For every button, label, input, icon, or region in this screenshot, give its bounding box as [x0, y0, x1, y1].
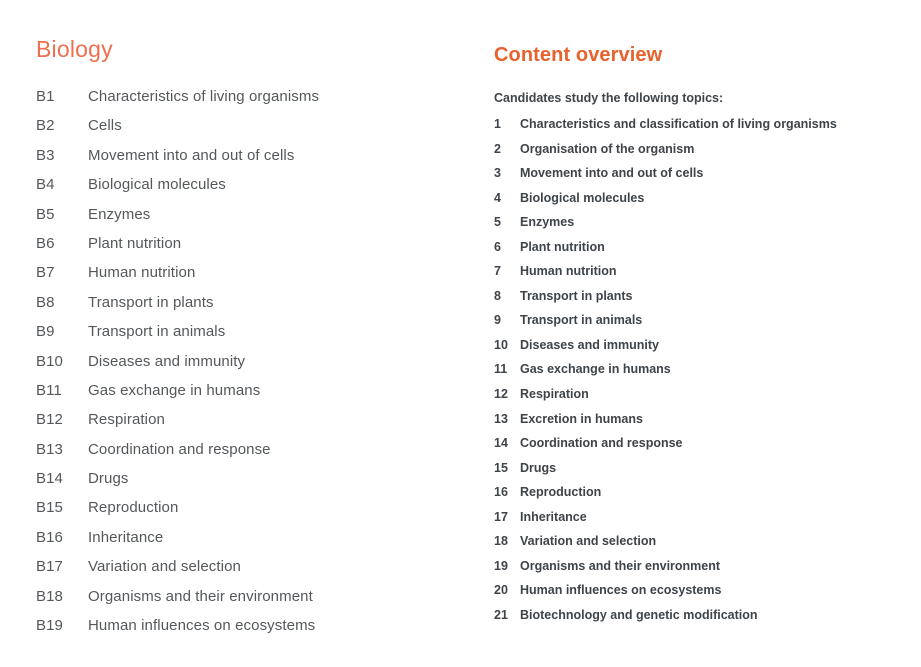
topic-code: B4 [36, 176, 55, 194]
topic-code: B13 [36, 440, 63, 458]
topic-label: Organisms and their environment [88, 587, 313, 605]
biology-topic-row [36, 529, 466, 558]
topic-number: 9 [494, 313, 501, 328]
biology-topic-row [36, 206, 466, 235]
topic-code: B9 [36, 323, 55, 341]
topic-label: Human influences on ecosystems [88, 617, 316, 635]
biology-topic-list [36, 88, 466, 646]
biology-topic-row [36, 441, 466, 470]
biology-topic-row [36, 294, 466, 323]
biology-topic-row [36, 411, 466, 440]
topic-label: Coordination and response [88, 440, 271, 458]
topic-label: Biotechnology and genetic modification [520, 607, 758, 622]
topic-label: Variation and selection [88, 558, 241, 576]
overview-topic-row [494, 142, 894, 167]
overview-topic-row [494, 608, 894, 633]
biology-topic-row [36, 470, 466, 499]
biology-topic-row [36, 588, 466, 617]
topic-code: B19 [36, 617, 63, 635]
biology-topic-row [36, 117, 466, 146]
topic-label: Enzymes [520, 215, 575, 230]
overview-topic-row [494, 289, 894, 314]
biology-section [36, 36, 466, 646]
topic-label: Organisation of the organism [520, 141, 695, 156]
topic-code: B2 [36, 117, 55, 135]
content-overview-topic-list [494, 117, 894, 632]
biology-topic-row [36, 235, 466, 264]
biology-topic-row [36, 323, 466, 352]
biology-topic-row [36, 176, 466, 205]
topic-label: Human influences on ecosystems [520, 583, 722, 598]
topic-label: Transport in animals [88, 323, 226, 341]
topic-label: Diseases and immunity [88, 352, 246, 370]
topic-number: 12 [494, 387, 508, 402]
topic-number: 7 [494, 264, 501, 279]
topic-label: Biological molecules [520, 190, 645, 205]
biology-topic-row [36, 558, 466, 587]
topic-label: Plant nutrition [88, 234, 182, 252]
biology-topic-row [36, 353, 466, 382]
topic-label: Variation and selection [520, 534, 657, 549]
topic-label: Gas exchange in humans [520, 362, 671, 377]
overview-topic-row [494, 387, 894, 412]
topic-code: B14 [36, 470, 63, 488]
overview-topic-row [494, 215, 894, 240]
topic-label: Movement into and out of cells [88, 146, 295, 164]
topic-number: 10 [494, 337, 508, 352]
topic-code: B3 [36, 146, 55, 164]
topic-label: Human nutrition [88, 264, 196, 282]
overview-topic-row [494, 534, 894, 559]
topic-number: 14 [494, 436, 508, 451]
topic-code: B1 [36, 88, 55, 105]
biology-topic-row [36, 499, 466, 528]
overview-topic-row [494, 313, 894, 338]
topic-code: B10 [36, 352, 63, 370]
overview-topic-row [494, 117, 894, 142]
topic-label: Inheritance [520, 509, 587, 524]
topic-number: 3 [494, 166, 501, 181]
overview-topic-row [494, 166, 894, 191]
topic-code: B12 [36, 411, 63, 429]
content-overview-section [494, 44, 894, 632]
overview-topic-row [494, 510, 894, 535]
overview-topic-row [494, 264, 894, 289]
overview-topic-row [494, 412, 894, 437]
topic-label: Reproduction [520, 485, 602, 500]
biology-topic-row [36, 617, 466, 646]
topic-number: 13 [494, 411, 508, 426]
overview-topic-row [494, 240, 894, 265]
topic-number: 15 [494, 460, 508, 475]
topic-number: 17 [494, 509, 508, 524]
topic-code: B15 [36, 499, 63, 517]
topic-label: Transport in animals [520, 313, 643, 328]
topic-label: Characteristics of living organisms [88, 88, 320, 105]
topic-label: Diseases and immunity [520, 337, 659, 352]
topic-label: Enzymes [88, 205, 151, 223]
overview-topic-row [494, 559, 894, 584]
biology-topic-row [36, 382, 466, 411]
topic-label: Biological molecules [88, 176, 226, 194]
overview-topic-row [494, 191, 894, 216]
topic-label: Transport in plants [520, 288, 633, 303]
topic-code: B11 [36, 381, 62, 399]
topic-label: Cells [88, 117, 122, 135]
biology-topic-row [36, 264, 466, 293]
topic-number: 4 [494, 190, 501, 205]
overview-topic-row [494, 461, 894, 486]
topic-label: Reproduction [88, 499, 179, 517]
overview-topic-row [494, 485, 894, 510]
overview-topic-row [494, 436, 894, 461]
topic-number: 1 [494, 117, 501, 131]
topic-code: B6 [36, 234, 55, 252]
topic-label: Excretion in humans [520, 411, 643, 426]
topic-label: Respiration [88, 411, 165, 429]
topic-code: B16 [36, 528, 63, 546]
topic-number: 19 [494, 558, 508, 573]
topic-number: 21 [494, 607, 508, 622]
topic-label: Respiration [520, 387, 589, 402]
topic-label: Drugs [88, 470, 129, 488]
topic-label: Transport in plants [88, 293, 214, 311]
biology-title: Biology [36, 36, 113, 62]
topic-label: Plant nutrition [520, 239, 605, 254]
topic-code: B18 [36, 587, 63, 605]
topic-label: Movement into and out of cells [520, 166, 704, 181]
overview-topic-row [494, 583, 894, 608]
topic-number: 16 [494, 485, 508, 500]
topic-number: 20 [494, 583, 508, 598]
overview-topic-row [494, 338, 894, 363]
topic-label: Coordination and response [520, 436, 683, 451]
biology-topic-row [36, 88, 466, 117]
topic-label: Inheritance [88, 528, 164, 546]
topic-label: Organisms and their environment [520, 558, 721, 573]
topic-label: Gas exchange in humans [88, 381, 261, 399]
topic-label: Human nutrition [520, 264, 617, 279]
content-overview-intro: Candidates study the following topics: [494, 91, 724, 105]
topic-code: B7 [36, 264, 55, 282]
content-overview-title: Content overview [494, 44, 663, 66]
biology-topic-row [36, 147, 466, 176]
topic-number: 6 [494, 239, 501, 254]
topic-number: 2 [494, 141, 501, 156]
topic-code: B8 [36, 293, 55, 311]
topic-number: 18 [494, 534, 508, 549]
topic-label: Drugs [520, 460, 557, 475]
overview-topic-row [494, 362, 894, 387]
topic-number: 11 [494, 362, 508, 377]
topic-number: 5 [494, 215, 501, 230]
topic-number: 8 [494, 288, 501, 303]
topic-label: Characteristics and classification of living organisms [520, 117, 837, 131]
topic-code: B5 [36, 205, 55, 223]
topic-code: B17 [36, 558, 63, 576]
